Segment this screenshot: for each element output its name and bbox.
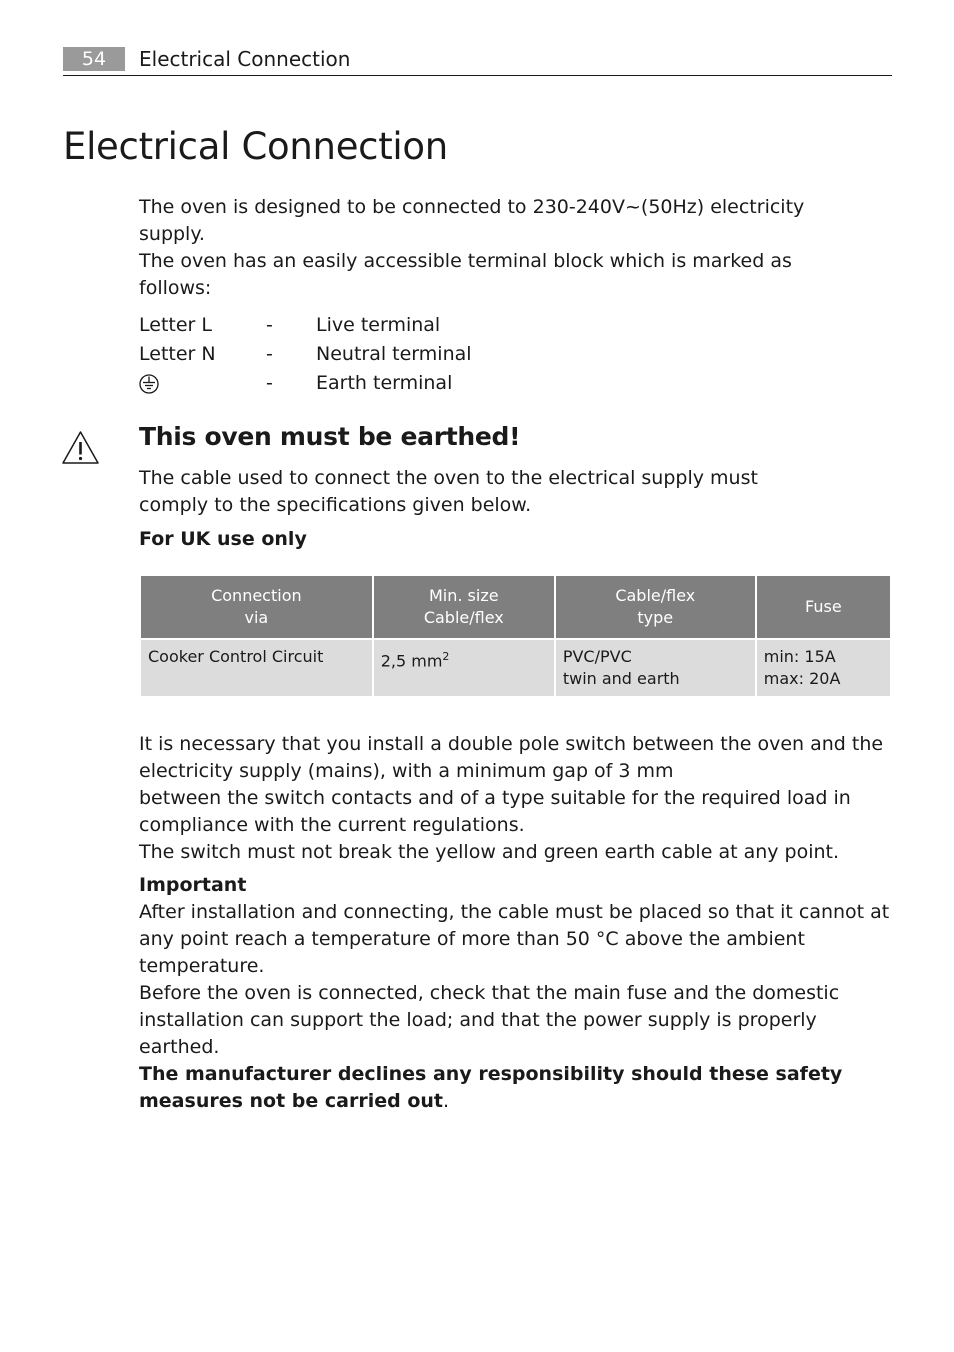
cable-type-cell: PVC/PVC twin and earth <box>556 640 755 696</box>
terminal-row <box>139 340 639 369</box>
column-header: Min. size Cable/flex <box>374 576 554 638</box>
installation-text <box>139 731 899 1061</box>
min-size-cell: 2,5 $mm^2$ <box>374 640 554 696</box>
page-title: Electrical Connection <box>63 125 448 168</box>
table-header-row <box>141 576 890 638</box>
cable-spec-text: The cable used to connect the oven to the electrical supply must comply to the specifications given below. <box>139 467 758 516</box>
terminal-list <box>139 311 639 398</box>
uk-use-label: For UK use only <box>139 528 307 550</box>
earth-symbol-icon <box>139 374 159 394</box>
header-title: Electrical Connection <box>139 47 351 71</box>
terminal-row <box>139 311 639 340</box>
cable-spec-table <box>139 574 892 698</box>
page-header <box>63 47 892 76</box>
intro-paragraph: The oven is designed to be connected to 230-240V~(50Hz) electricity supply. <box>139 196 805 245</box>
connection-cell: Cooker Control Circuit <box>141 640 372 696</box>
column-header: Fuse <box>757 576 890 638</box>
important-paragraph: Before the oven is connected, check that the main fuse and the domestic installation can support the load; and that the power supply is properly earthed. <box>139 982 840 1058</box>
switch-paragraph: between the switch contacts and of a type suitable for the required load in compliance with the current regulations. <box>139 787 851 836</box>
table-row <box>141 640 890 696</box>
important-label: Important <box>139 874 247 896</box>
terminal-description: Live terminal <box>316 314 441 336</box>
column-header: Cable/flex type <box>556 576 755 638</box>
warning-heading: This oven must be earthed! <box>139 422 521 451</box>
terminal-letter: Letter L <box>139 314 212 336</box>
column-header: Connection via <box>141 576 372 638</box>
intro-text <box>139 194 819 302</box>
terminal-dash: - <box>266 372 273 394</box>
terminal-dash: - <box>266 314 273 336</box>
terminal-row <box>139 369 639 398</box>
terminal-dash: - <box>266 343 273 365</box>
warning-triangle-icon <box>61 430 100 465</box>
important-paragraph: After installation and connecting, the cable must be placed so that it cannot at any point reach a temperature of more than 50 °C above the ambient temperature. <box>139 901 890 977</box>
intro-paragraph: The oven has an easily accessible terminal block which is marked as follows: <box>139 250 792 299</box>
fuse-cell: min: 15A max: 20A <box>757 640 890 696</box>
switch-paragraph: The switch must not break the yellow and green earth cable at any point. <box>139 841 840 863</box>
manufacturer-notice: The manufacturer declines any responsibility should these safety measures not be carried out. <box>139 1063 843 1112</box>
switch-paragraph: It is necessary that you install a double pole switch between the oven and the electricity supply (mains), with a minimum gap of 3 mm <box>139 733 884 782</box>
page-number: 54 <box>63 47 125 71</box>
terminal-description: Neutral terminal <box>316 343 472 365</box>
terminal-letter: Letter N <box>139 343 216 365</box>
terminal-description: Earth terminal <box>316 372 453 394</box>
